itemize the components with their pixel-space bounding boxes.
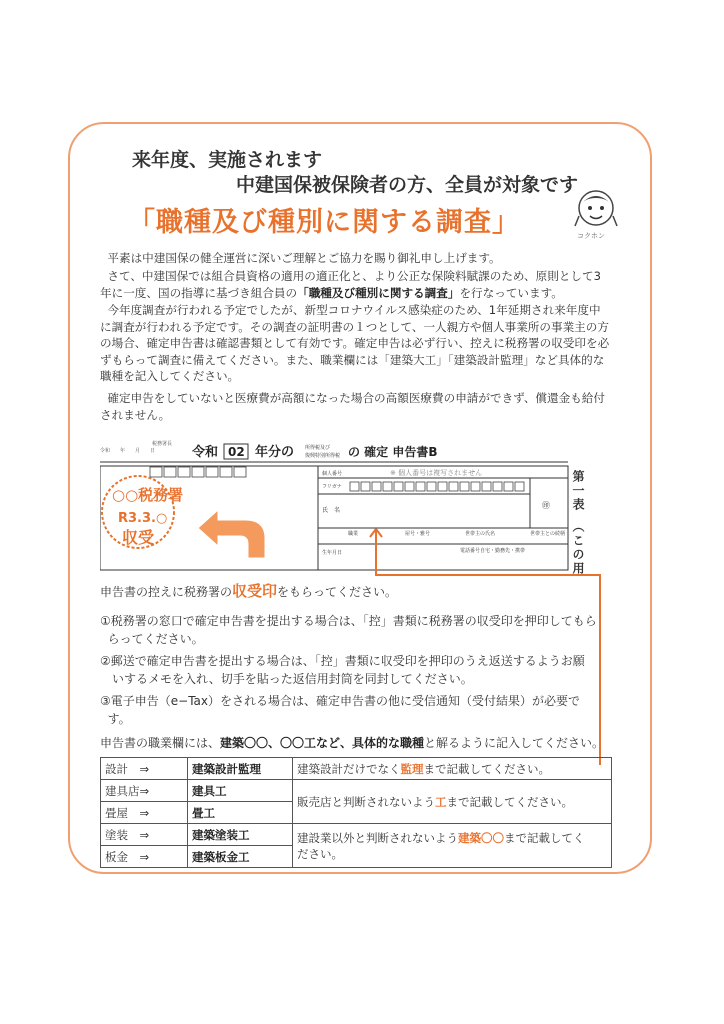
table-cell-from: 塗装 ⇒ (101, 824, 188, 846)
guide-lead: 申告書の控えに税務署の収受印をもらってください。 (100, 582, 398, 600)
form-furigana-label: フリガナ (322, 484, 342, 490)
form-shop-label: 屋号・雅号 (405, 531, 431, 537)
table-cell-to: 建築塗装工 (188, 824, 293, 846)
table-row (101, 824, 612, 846)
headline-line2: 中建国保被保険者の方、全員が対象です (236, 174, 579, 196)
form-head-label: 世帯主の氏名 (465, 531, 496, 537)
form-number-note: ※ 個人番号は複写されません (390, 469, 483, 477)
table-note-3: 建設業以外と判断されないよう建築〇〇まで記載してく ださい。 (293, 824, 612, 868)
form-date-row: 令和 年 月 日 (100, 448, 156, 454)
guide-item-3: ③電子申告（e−Tax）をされる場合は、確定申告書の他に受信通知（受付結果）が必要で す。 (100, 694, 580, 726)
stamp-received: 収受 (122, 528, 155, 547)
table-note-2: 販売店と判断されないよう工まで記載してください。 (293, 780, 612, 824)
form-phone-label: 電話番号 (460, 548, 481, 554)
form-relation-label: 世帯主との続柄 (530, 531, 566, 537)
table-cell-to: 建築板金工 (188, 846, 293, 868)
body-paragraph-2: さて、中建国保では組合員資格の適用の適正化と、より公正な保険料賦課のため、原則として3 年に一度、国の指導に基づき組合員の「職種及び種別に関する調査」を行なっています。 (100, 269, 601, 300)
table-cell-to: 建具工 (188, 780, 293, 802)
table-cell-from: 設計 ⇒ (101, 758, 188, 780)
table-cell-from: 畳屋 ⇒ (101, 802, 188, 824)
form-birth-label: 生年月日 (322, 550, 343, 556)
form-title-small2: 復興特別所得税 (305, 453, 341, 459)
stamp-office: ○○税務署 (112, 486, 184, 504)
occupation-table (100, 757, 612, 868)
body-paragraph-1: 平素は中建国保の健全運営に深いご理解とご協力を賜り御礼申し上げます。 (107, 251, 501, 265)
guide-item-1: ①税務署の窓口で確定申告書を提出する場合は、「控」書類に税務署の収受印を押印してもら らってください。 (100, 614, 597, 646)
form-title-suffix: の 確定 申告書B (348, 445, 438, 459)
form-title-small1: 所得税及び (305, 445, 331, 451)
form-title-mid: 年分の (255, 445, 295, 460)
form-name-label: 氏 名 (322, 507, 341, 514)
form-place-label: 自宅・勤務先・携帯 (480, 548, 526, 554)
headline-line1: 来年度、実施されます (132, 149, 323, 171)
stamp-date: R3.3.○ (118, 511, 168, 526)
form-title-prefix: 令和 (192, 445, 219, 460)
body-paragraph-4: 確定申告をしていないと医療費が高額になった場合の高額医療費の申請ができず、償還金も給付 されません。 (100, 391, 605, 422)
mascot-icon (572, 186, 620, 234)
form-number-label: 個人番号 (322, 471, 343, 477)
table-row (101, 780, 612, 802)
form-office-label: 税務署長 (152, 441, 173, 447)
mascot-caption: コクホン (577, 232, 605, 240)
guide-item-2: ②郵送で確定申告書を提出する場合は、「控」書類に収受印を押印のうえ返送するようお願 いするメモを入れ、切手を貼った返信用封筒を同封してください。 (100, 654, 585, 686)
table-row (101, 758, 612, 780)
table-cell-to: 畳工 (188, 802, 293, 824)
table-cell-from: 建具店⇒ (101, 780, 188, 802)
guide-occupation-lead: 申告書の職業欄には、建築〇〇、〇〇工など、具体的な職種と解るように記入してください。 (100, 736, 605, 750)
body-paragraph-3: 今年度調査が行われる予定でしたが、新型コロナウイルス感染症のため、1年延期され来年度中 に調査が行われる予定です。その調査の証明書の１つとして、一人親方や個人事業所の事業主の方 の場合、確定申告書は確認書類として有効です。確定申告は必ず行い、控えに税務署の収受印を必 ずもらって調査に備えてください。また、職業欄には「建築大工」「建築設計監理」など具体的な 職種を記入してください。 (100, 303, 610, 383)
headline-title: 「職種及び種別に関する調査」 (128, 207, 520, 238)
table-cell-to: 建築設計監理 (188, 758, 293, 780)
form-seal: ㊞ (542, 501, 550, 510)
form-side-label: 第一表 （この用 (571, 470, 585, 576)
table-cell-from: 板金 ⇒ (101, 846, 188, 868)
table-note-1: 建築設計だけでなく監理まで記載してください。 (293, 758, 612, 780)
form-occupation-label: 職業 (348, 531, 359, 537)
form-year: 02 (228, 445, 245, 459)
